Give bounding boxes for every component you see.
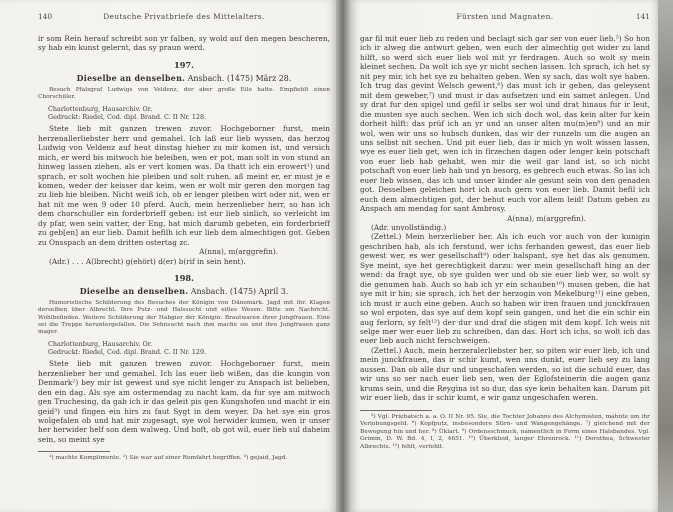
- running-header-right: [360, 12, 650, 26]
- scan-edge-strip: [658, 0, 673, 512]
- section-198-number: 198.: [174, 273, 194, 284]
- page-141-column: [360, 12, 650, 451]
- section-197-signature: A(nna), m(arggrefin).: [199, 247, 278, 257]
- page-141: [350, 0, 658, 512]
- page-number-141: 141: [635, 12, 650, 21]
- section-197-number: 197.: [174, 59, 194, 70]
- section-198-place-date: Ansbach. (1475) April 3.: [190, 287, 289, 297]
- page-number-140: 140: [38, 12, 53, 21]
- section-197-title: Dieselbe an denselben.: [76, 73, 186, 83]
- page-140: [0, 0, 336, 512]
- section-197-regest: Besuch Pfalzgraf Ludwigs von Veldenz, der aber große Eile hatte. Empfiehlt einen Chorschüler.: [38, 86, 330, 101]
- section-198: [38, 273, 330, 444]
- footnotes-page-140: ¹) machte Komplimente. ²) Sie war auf einer Romfahrt begriffen. ³) gejaid, Jagd.: [49, 455, 288, 462]
- section-198-heading: [38, 287, 330, 296]
- running-header-title-left: Deutsche Privatbriefe des Mittelalters.: [103, 12, 265, 21]
- running-header-left: [38, 12, 330, 26]
- footnotes-page-141: ⁵) Vgl. Priebatsch a. a. O. II Nr. 95. Sie, die Tochter Johanns des Alchymisten, mahnte um ihr Verlobungsgeld. ⁶) Kopfputz, insbesondere Stirn- und Wangengehänge. ⁷) gleichend mit der Bewegung hin und her. ⁸) Üklart. ⁹) Ordensschmuck, namentlich in Form eines Halsbandes. Vgl. Grimm, D. W. Bd. 4, I, 2, 4651. ¹⁰) Überkleid, langer Ehrenrock. ¹¹) Dorothea, Schwester Albrechts. ¹²) fehlt, verfehlt.: [360, 413, 650, 450]
- section-197-heading: [38, 74, 330, 83]
- book-gutter-shadow: [336, 0, 350, 512]
- letter-198-zettel-1: (Zettel.) Mein herzerlieber her. Als ich euch vor auch von der kunigin geschriben hab, als ich ferstund, wer ichs ferhanden gewest, das euer lieb gewest wer, es wer gesellschaft⁹) oder halspant, sye het das als genumen. Sye meint, sye het gerechtigkeit darzu: wer mein gesellschaft hing an der wend: da fragt sye, ob sye gulden wer und ob sie euer lieb wer, so wolt sy die genumen hab. Auch so hab ich yr ein schauben¹⁰) musen geben, die hat sye mit ir hin; sie sprach, ich het der herzogin von Mekelburg¹¹) eine geben, ich must ir auch eine geben. Auch so haben wir iren frauen und junckfrauen so wol erpoten, das sye auf dem kopf sein gangen, und het die ein schir ein aug ferlorn, sy felt¹²) der dur und draf die stigen mit dem kopf. Ich weis nit selge mer wer euer lieb zu schreiben, dan das. Hort ich ichs, so wolt ich das euer lieb auch nicht ferschweigen.: [360, 232, 650, 346]
- section-197-body: Stete lieb mit ganzen trewen zuvor. Hochgeborner furst, mein herzenallerliebster herr und gemahel. Ich laß eur lieb wyssen, das herzog Ludwig von Veldenz auf heut dinstag hieher zu mir komen ist, und versich mich, er werd bis mitwoch hie beleiben, wen er pot, man solt in von stund an hinweg lassen ziehen, als er vert komen was. Da thatt ich ein erowert¹) und sprach, er solt wochen hie pleiben und solt ruhen, aß meint er, er must je e komen, weder der keisser dar keim, wen er wolt mir geren den morgen tag zu lieb hie bleiben. Nicht weiß ich, ob er lenger pleiben wirt oder nit, wen er hat nit me wen 9 oder 10 pferd. Auch, mein herzenlieber herr, so han ich dem chorschuller ein forderbrieff geben: ist eur lieb sinlich, so verleicht im dy pfar, wen sein vatter, der Eng, hat mich darumb gebeten, ein forderbrieff zu geb[en] an eur lieb. Damit befilh ich eur lieb dem almechtigen got. Geben zu Onsspach an dem dritten ostertag zc.: [38, 124, 330, 247]
- section-198-source: Charlottenburg, Hausarchiv. Or.: [48, 339, 153, 348]
- section-197-printed: Gedruckt: Riedel, Cod. dipl. Brand. C. II Nr. 128.: [48, 112, 207, 121]
- letter-198-address-note: (Adr. unvollständig.): [371, 223, 447, 233]
- letter-198-zettel-2: (Zettel.) Auch, mein herzeralerliebster her, so piten wir euer lieb, ich und mein junckfrauen, das ir schir kumt, wen uns dunkt, euer lieb sey zu lang aussen. Dan ob alle dur und ungeschafen werden, so ist die schuld euer, das wir uns so ser nach euer lieb sen, wen der Eglofsteinerin die augen ganz krums sein, und die Reygina ist so dur, das sye kein behalten kan. Darum pit wir euer lieb, das ir schir kumt, e wir ganz ungeschafen weren.: [360, 345, 650, 403]
- page-140-column: [38, 12, 330, 463]
- section-198-printed: Gedruckt: Riedel, Cod. dipl. Brand. C. II Nr. 129.: [48, 347, 207, 356]
- letter-198-signature: A(nna), m(arggrefin).: [507, 213, 586, 223]
- section-197: [38, 60, 330, 266]
- section-198-regest: Humoristische Schilderung des Besuches der Königin von Dänemark. Jagd mit ihr. Klagen derselben über Albrecht. Ihre Putz- und Halssucht und eitles Wesen. Bitte um Nachricht. Wohlbefinden. Weitere Schilderung der Habgier der Königin. Brautwaren ihrer Jungfrauen. Eine sei die Treppe heruntergefallen. Die Sehnsucht nach ihm mache sie und ihre Jungfrauen ganz mager.: [38, 300, 330, 336]
- footnote-rule-left: [38, 451, 110, 452]
- section-198-title: Dieselbe an denselben.: [79, 287, 189, 297]
- letter-continuation-top: ir som Rein herauf schreibt son yr falben, sy wold auf den megen bescheren, sy hab ein kunst gelernt, das sy praun werd.: [38, 34, 330, 53]
- running-header-title-right: Fürsten und Magnaten.: [456, 12, 554, 21]
- section-197-place-date: Ansbach. (1475) März 28.: [187, 73, 292, 83]
- letter-198-continuation: gar fil mit euer lieb zu reden und beclagt sich gar ser von euer lieb.⁵) So hon ich ir alweg die antwurt geben, wen euch der almechtig got wider zu land hilft, so werd sich euer lieb wol mit yr ferdragen. Auch so wolt sy mein kleinet sechen. Da wolt ich sye yr nicht sechen lassen. Ich sprach, ich het sy nit pey mir, ich het sye zu behalten geben. Wen sy sach, das wolt sye haben. Ich trug das gevint Welsch gewent,⁶) das must ich ir geben, das geleysent mit dem geweber,⁷) und must ir das aufsetzen und ein samet anlegen. Und sy drat fur den spigel und gefil ir selbs ser wol und drat hinaus fur ir leut, die musten sye auch sechen. Wen ich sich doch wol, das kein alter fur kein dorheit hilft: das prüf ich an yr und an unser alten mu(m)en⁸) und an mir wol, wen wir uns so hubsch dunken, das wir der runzeln um die augen an uns selbst nit sechen. Und pit euer lieb, das ir mich yn wolt wissen lassen, wye es euer lieb get, wen ich in firzechen dagen oder lenger kein potschaft von euer lieb hab gehabt, wen mir die weil gar land ist, so ich nicht potschaft von euer lieb hab und yn besorg, es gebrech euch etwas. So las ich euer lieb wissen, das ich und unser kinder ale gesunt sein von den genaden got. Desselben geleichen hort ich auch gern von euer lieb. Damit befil ich euch dem almechtigen got, der behut euch vor allem leid! Datum geben zu Anspach am mendag for sant Ambrosy.: [360, 34, 650, 214]
- section-198-body: Stete lieb mit ganzen trewen zuvor. Hochgeborner furst, mein herzenlieber her und gemahel. Ich las euer lieb wißen, das die kungin von Denmark²) bey mir ist gewest und sye nicht lenger zu Anspach ist belieben, den ein dag. Als sye am ostermendag zu nacht kam, da fur sye am mitwoch gen Truchesing, da gab ich ir das geleit pis gen Kungshofen und macht ir ein geid³) und fingen ein hirs zu faut Sygt in dem weyer. Da het sye ein gros wolgefalen ob und hat mir zugesagt, sye wol herwider kumen, wen ir unser her herwider helf son dem walweg. Und hoft, ob got wil, euer lieb sul daheim sein, so meint sye: [38, 359, 330, 444]
- section-197-source: Charlottenburg, Hausarchiv. Or.: [48, 104, 153, 113]
- section-197-address: (Adr.) . . . A(lbrecht) g(ehört) d(er) b(rif in sein hent).: [49, 256, 246, 266]
- footnote-rule-right: [360, 410, 432, 411]
